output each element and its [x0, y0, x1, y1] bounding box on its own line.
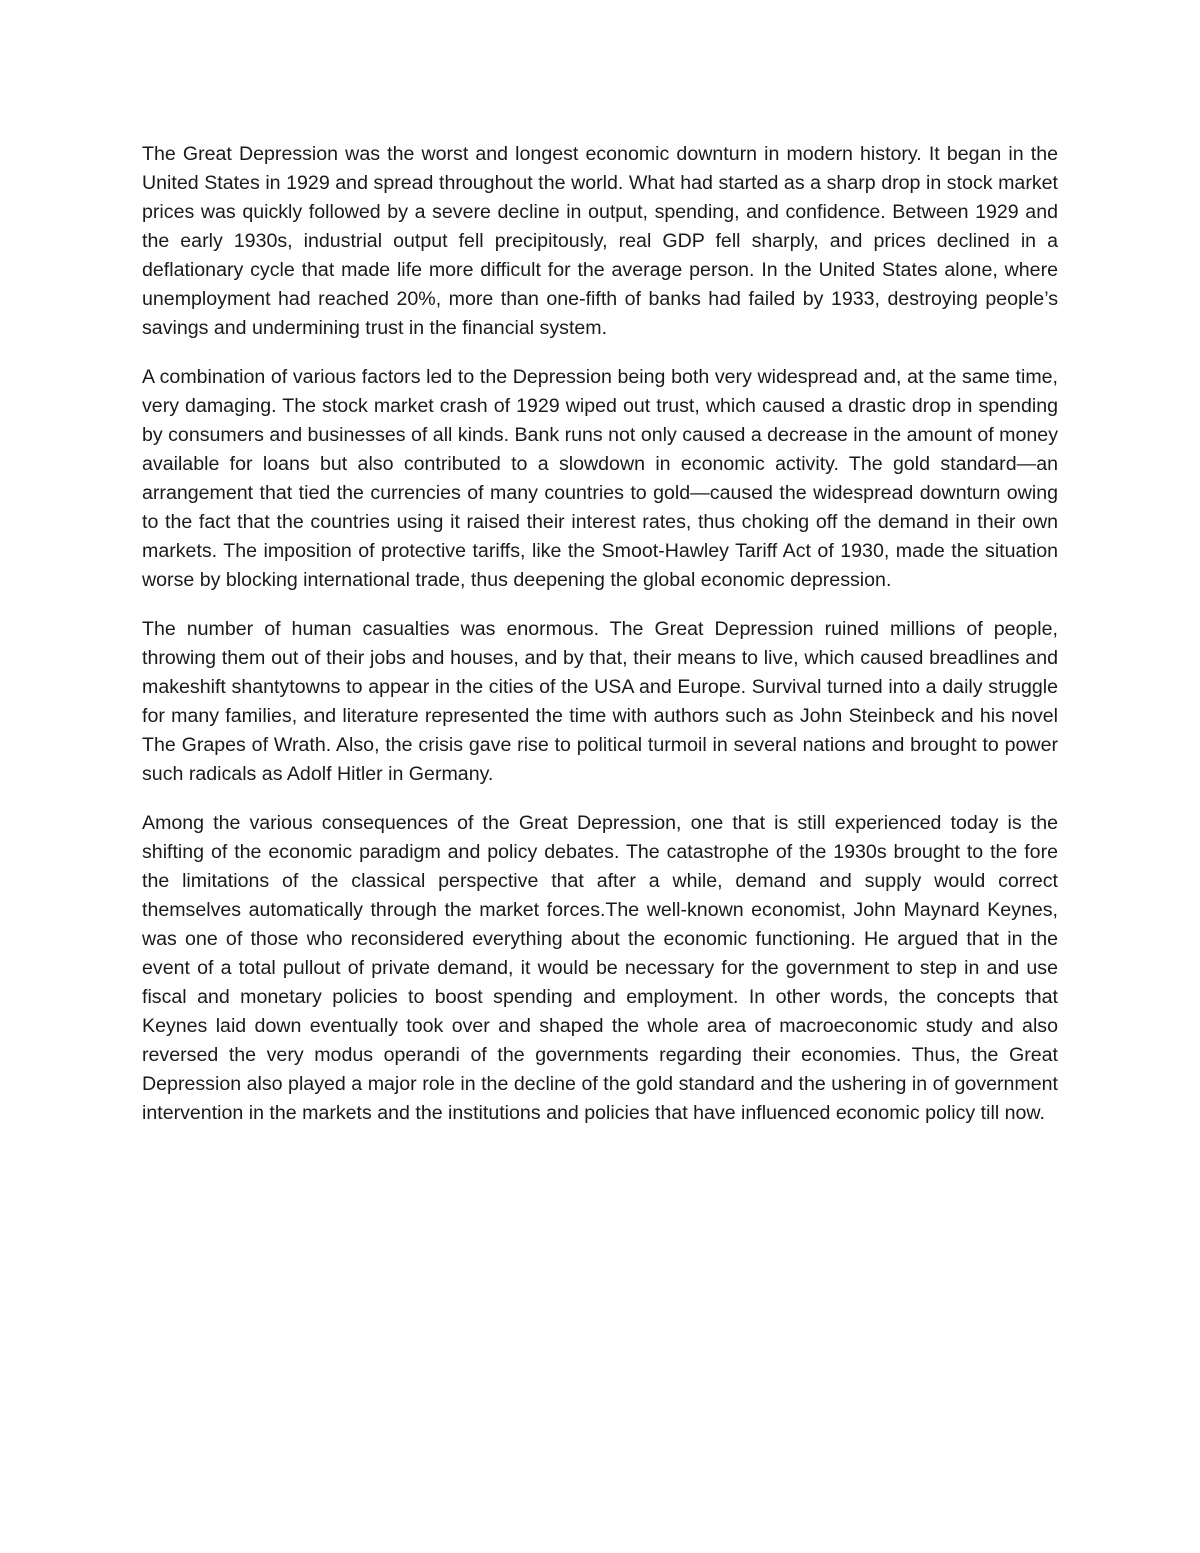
- document-body: [142, 140, 1058, 1148]
- paragraph-human-impact: The number of human casualties was enormous. The Great Depression ruined millions of people, throwing them out of their jobs and houses, and by that, their means to live, which caused breadlines and makeshift shantytowns to appear in the cities of the USA and Europe. Survival turned into a daily struggle for many families, and literature represented the time with authors such as John Steinbeck and his novel The Grapes of Wrath. Also, the crisis gave rise to political turmoil in several nations and brought to power such radicals as Adolf Hitler in Germany.: [142, 618, 1058, 785]
- paragraph-economic-consequences: Among the various consequences of the Great Depression, one that is still experienced today is the shifting of the economic paradigm and policy debates. The catastrophe of the 1930s brought to the fore the limitations of the classical perspective that after a while, demand and supply would correct themselves automatically through the market forces.The well-known economist, John Maynard Keynes, was one of those who reconsidered everything about the economic functioning. He argued that in the event of a total pullout of private demand, it would be necessary for the government to step in and use fiscal and monetary policies to boost spending and employment. In other words, the concepts that Keynes laid down eventually took over and shaped the whole area of macroeconomic study and also reversed the very modus operandi of the governments regarding their economies. Thus, the Great Depression also played a major role in the decline of the gold standard and the ushering in of government intervention in the markets and the institutions and policies that have influenced economic policy till now.: [142, 812, 1058, 1124]
- paragraph-contributing-factors: A combination of various factors led to the Depression being both very widespread and, at the same time, very damaging. The stock market crash of 1929 wiped out trust, which caused a drastic drop in spending by consumers and businesses of all kinds. Bank runs not only caused a decrease in the amount of money available for loans but also contributed to a slowdown in economic activity. The gold standard—an arrangement that tied the currencies of many countries to gold—caused the widespread downturn owing to the fact that the countries using it raised their interest rates, thus choking off the demand in their own markets. The imposition of protective tariffs, like the Smoot-Hawley Tariff Act of 1930, made the situation worse by blocking international trade, thus deepening the global economic depression.: [142, 366, 1058, 591]
- paragraph-causes-overview: The Great Depression was the worst and longest economic downturn in modern history. It began in the United States in 1929 and spread throughout the world. What had started as a sharp drop in stock market prices was quickly followed by a severe decline in output, spending, and confidence. Between 1929 and the early 1930s, industrial output fell precipitously, real GDP fell sharply, and prices declined in a deflationary cycle that made life more difficult for the average person. In the United States alone, where unemployment had reached 20%, more than one-fifth of banks had failed by 1933, destroying people’s savings and undermining trust in the financial system.: [142, 143, 1058, 339]
